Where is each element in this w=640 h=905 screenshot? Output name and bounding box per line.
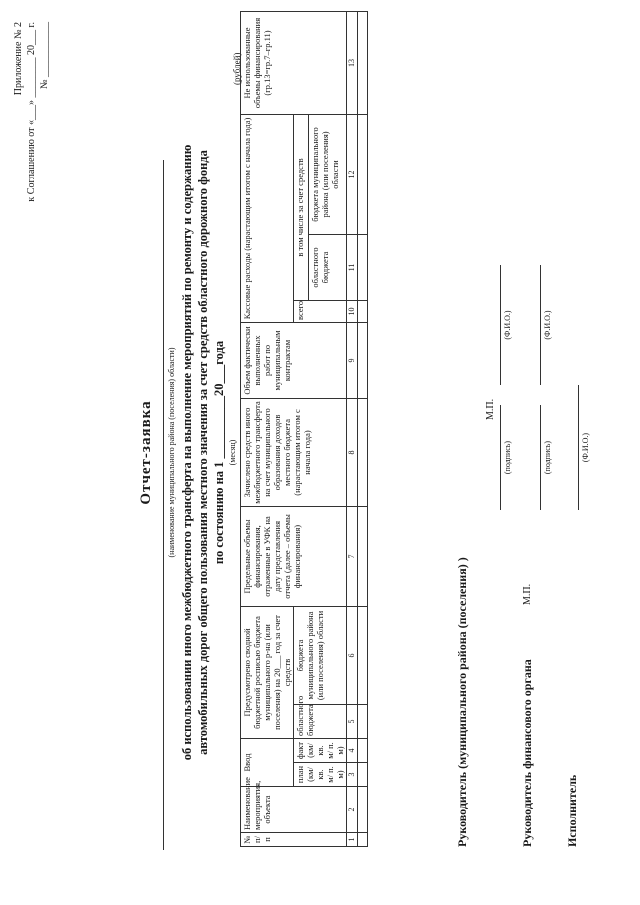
mp-stamp-label: М.П. — [522, 583, 533, 605]
date-caption: (месяц) — [228, 439, 237, 466]
header-cash: Кассовые расходы (нарастающим итогом с начала года) — [241, 114, 294, 322]
subtitle-line-3: по состоянию на 1 __________20___года — [212, 340, 226, 565]
document-title: Отчет-заявка — [138, 400, 154, 505]
col-number: 12 — [347, 114, 358, 234]
report-table — [240, 11, 368, 847]
head-fio-line — [500, 265, 501, 385]
appendix-note — [12, 22, 51, 202]
header-budget-region: областного бюджета — [294, 705, 347, 739]
header-volume: Объем фактически выполненных работ по муниципальным контрактам — [241, 322, 347, 398]
signature-caption: (подпись) — [503, 440, 512, 475]
col-number: 7 — [347, 506, 358, 606]
col-number: 2 — [347, 787, 358, 833]
head-signer-label: Руководитель (муниципального района (поселения) ) — [455, 557, 469, 847]
header-unused: Не использованные объемы финансирования (гр.13=гр.7–гр.11) — [241, 11, 347, 114]
fin-signer-label: Руководитель финансового органа — [520, 659, 534, 847]
col-number: 13 — [347, 11, 358, 114]
header-budget-local: бюджета муниципального района (или поселения) области — [294, 606, 347, 704]
exec-signer-label: Исполнитель — [565, 774, 579, 847]
header-plan: план (км/ кв. м/ п. м) — [294, 763, 347, 787]
subtitle-line-2: автомобильных дорог общего пользования местного значения за счет средств областного дорожного фонда — [196, 150, 210, 755]
fin-signature-line — [540, 405, 541, 510]
col-number: 1 — [347, 833, 358, 847]
org-name-line — [163, 160, 164, 850]
header-cash-local: бюджета муниципального района (или поселения) области — [308, 114, 346, 234]
currency-note: (рублей) — [232, 52, 242, 85]
col-number: 3 — [347, 763, 358, 787]
col-number: 11 — [347, 234, 358, 300]
head-signature-line — [500, 405, 501, 510]
fio-caption: (Ф.И.О.) — [503, 310, 512, 340]
header-cash-region: областного бюджета — [308, 234, 346, 300]
header-name: Наименование мероприятия, объекта — [241, 787, 347, 833]
header-limits: Предельные объемы финансирования, отраженные в УФК на дату представления отчета (далее – объемы финансирования) — [241, 506, 347, 606]
fio-caption: (Ф.И.О.) — [581, 432, 590, 463]
col-number: 9 — [347, 322, 358, 398]
column-number-row — [347, 11, 358, 846]
mp-stamp-label: М.П. — [485, 398, 496, 420]
subtitle-line-1: об использовании иного межбюджетного трансферта на выполнение мероприятий по ремонту и содержанию — [180, 144, 194, 761]
fin-fio-line — [540, 265, 541, 385]
col-number: 4 — [347, 739, 358, 763]
col-number: 5 — [347, 705, 358, 739]
col-number: 8 — [347, 398, 358, 506]
header-cash-incl: в том числе за счет средств — [294, 114, 309, 300]
col-number: 6 — [347, 606, 358, 704]
signature-caption: (подпись) — [543, 440, 552, 475]
appendix-number: № ___________ — [39, 22, 50, 90]
col-number: 10 — [347, 300, 358, 322]
appendix-agreement: к Соглашению от «___» ________ 20___ г. — [26, 22, 37, 202]
fio-caption: (Ф.И.О.) — [543, 310, 552, 340]
header-fact: факт (км/ кв. м/ п. м) — [294, 739, 347, 763]
header-no: № п/п — [241, 833, 347, 847]
org-caption: (наименование муниципального района (поселения) области) — [167, 347, 176, 558]
header-budget: Предусмотрено сводной бюджетной росписью бюджета муниципального р-на (или поселения) на 20___ год за счет средств — [241, 606, 294, 738]
exec-fio-line — [578, 385, 579, 510]
header-transfer: Зачислено средств иного межбюджетного трансферта на счет муниципального образования доходов местного бюджета (нарастающим итогом с начала года) — [241, 398, 347, 506]
header-input: Ввод — [241, 739, 294, 787]
header-cash-total: всего — [294, 300, 347, 322]
appendix-title: Приложение № 2 — [13, 22, 24, 96]
table-row — [358, 11, 368, 846]
